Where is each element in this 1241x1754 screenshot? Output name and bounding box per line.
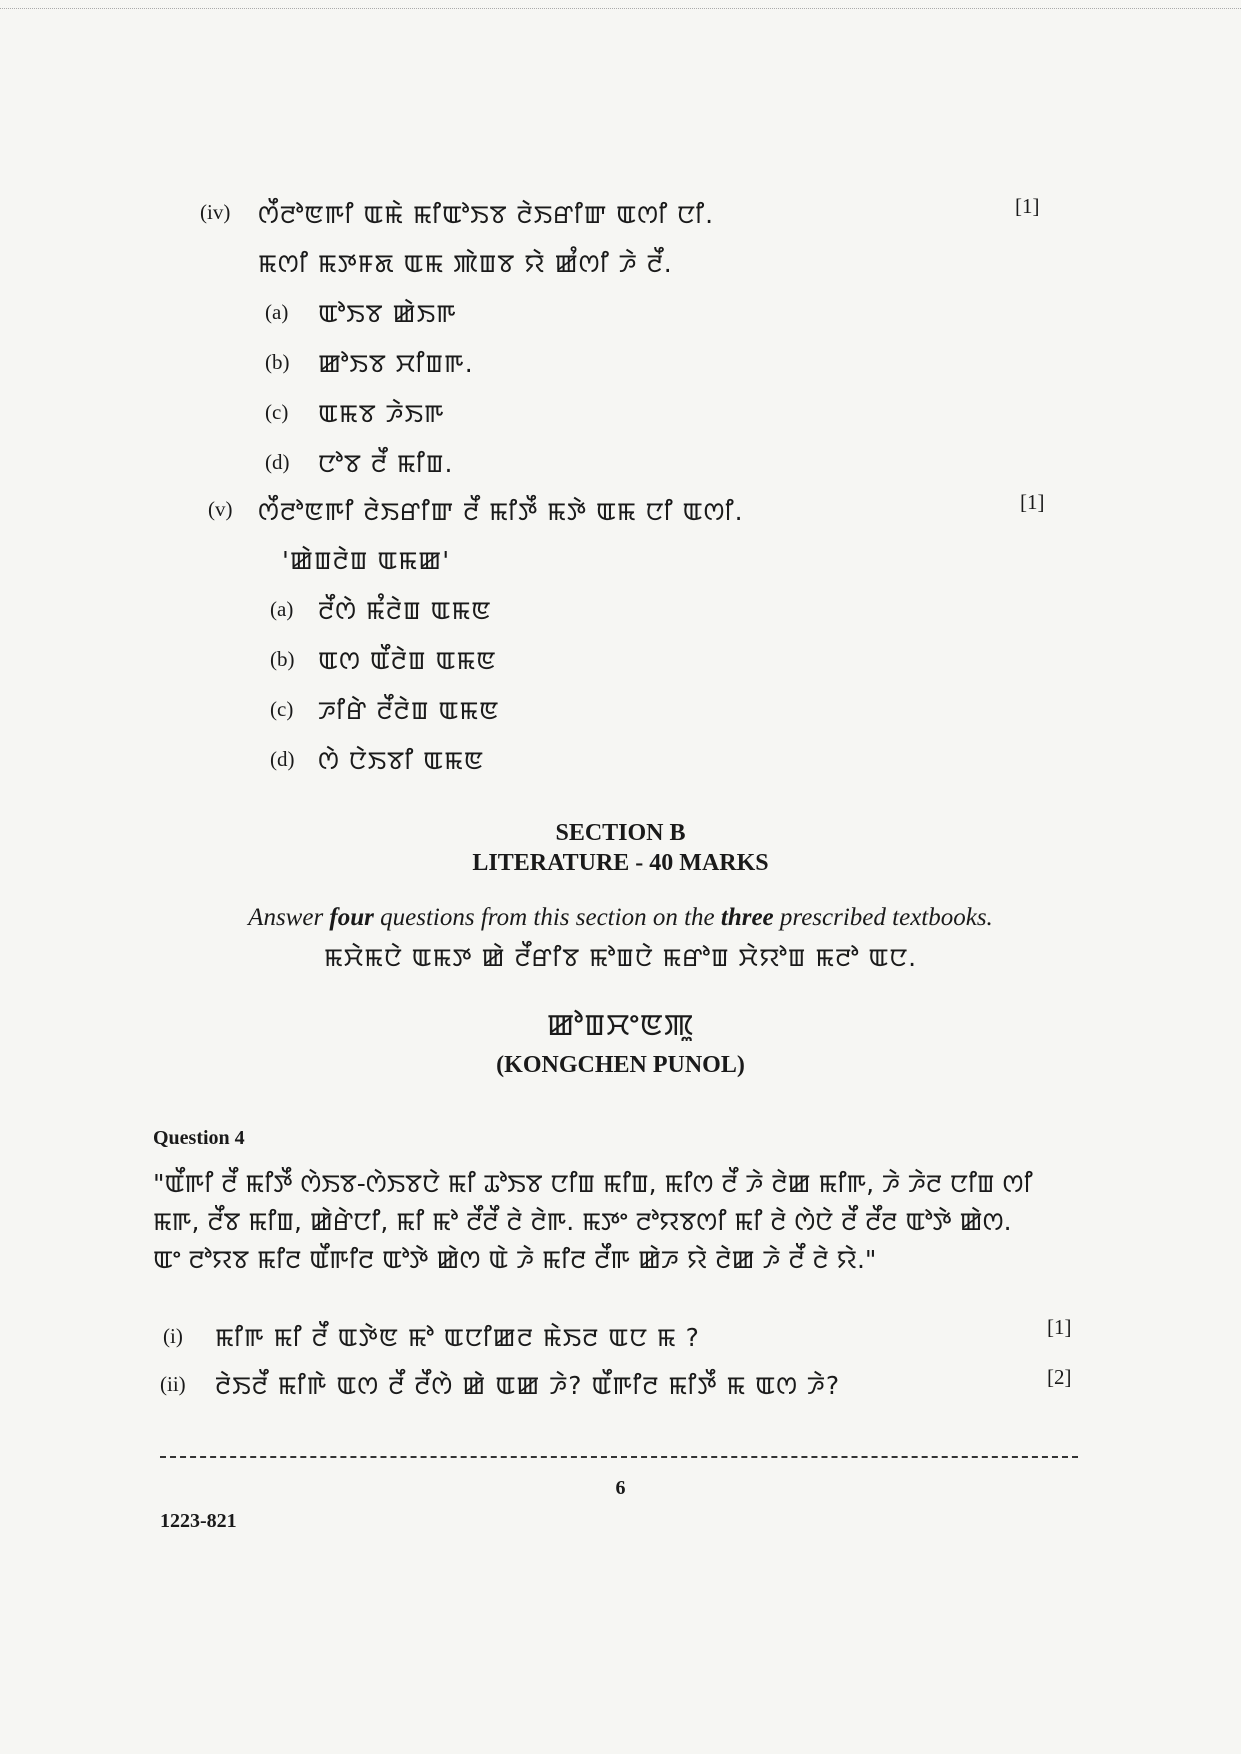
instr-mid: questions from this section on the xyxy=(373,904,721,931)
q-iv-marks: [1] xyxy=(1015,194,1040,218)
q-iv-option-c: ꯑꯃꯕ ꯍꯥꯏꯒ xyxy=(318,399,445,428)
book-title-script: ꯀꯣꯡꯆꯦꯟꯄꯨ xyxy=(546,1008,695,1043)
q-v-option-a: ꯂꯩꯁꯥ ꯃꯪꯂꯥꯡ ꯑꯃꯟ xyxy=(318,596,492,625)
q-v-line2: 'ꯀꯥꯡꯂꯥꯡ ꯑꯃꯀ' xyxy=(282,546,451,575)
q-v-option-c: ꯍꯤꯔꯥ ꯂꯩꯂꯥꯡ ꯑꯃꯟ xyxy=(318,696,500,725)
q-iv-number: (iv) xyxy=(200,200,231,224)
q-iv-option-b-letter: (b) xyxy=(265,350,290,374)
section-title: SECTION B xyxy=(555,820,686,846)
q-v-option-d: ꯁꯥ ꯅꯥꯏꯕꯤ ꯑꯃꯟ xyxy=(318,746,485,775)
q-v-marks: [1] xyxy=(1020,490,1045,514)
scan-top-edge xyxy=(0,0,1241,9)
section-instructions xyxy=(0,904,1241,932)
instr-bold-four: four xyxy=(329,904,374,931)
q4-i-marks: [1] xyxy=(1047,1315,1072,1339)
q-iv-option-a-letter: (a) xyxy=(265,300,289,324)
section-instructions-script: ꯃꯆꯥꯃꯅꯥ ꯑꯃꯇ ꯀꯥ ꯂꯩꯔꯤꯕ ꯃꯣꯡꯅꯥ ꯃꯔꯣꯡ ꯆꯥꯌꯣꯡ ꯃꯂꯣ ꯑꯅ. xyxy=(323,943,918,972)
q4-ii-marks: [2] xyxy=(1047,1365,1072,1389)
q4-ii-text: ꯂꯥꯏꯂꯩ ꯃꯤꯒꯥ ꯑꯁ ꯂꯩ ꯂꯩꯁꯥ ꯀꯥ ꯑꯀ ꯍꯥ? ꯑꯩꯒꯤꯂ ꯃꯤꯇꯩ ꯃ ꯑꯁ ꯍꯥ? xyxy=(215,1371,841,1400)
q-iv-option-d-letter: (d) xyxy=(265,450,290,474)
q-iv-line2: ꯃꯁꯤ ꯃꯇꯝꯗ ꯑꯃ ꯄꯥꯡꯕ ꯌꯥ ꯀꯪꯁꯤ ꯍꯥ ꯂꯩ. xyxy=(258,249,673,278)
instr-bold-three: three xyxy=(720,904,774,931)
q-iv-option-d: ꯅꯣꯕ ꯂꯩ ꯃꯤꯡ. xyxy=(318,449,454,478)
q-iv-option-c-letter: (c) xyxy=(265,400,289,424)
q-v-number: (v) xyxy=(208,497,233,521)
q-v-option-b: ꯑꯁ ꯑꯩꯂꯥꯡ ꯑꯃꯟ xyxy=(318,646,497,675)
page-number: 6 xyxy=(615,1477,626,1499)
q4-i-number: (i) xyxy=(163,1324,183,1348)
footer-divider xyxy=(160,1456,1078,1458)
q-v-line1: ꯁꯩꯂꯣꯟꯒꯤ ꯂꯥꯏꯔꯤꯛ ꯂꯩ ꯃꯤꯇꯩ ꯃꯇꯥ ꯑꯃ ꯅꯤ ꯑꯁꯤ. xyxy=(258,497,744,526)
q-v-option-d-letter: (d) xyxy=(270,747,295,771)
q4-ii-number: (ii) xyxy=(160,1372,186,1396)
book-title-roman: (KONGCHEN PUNOL) xyxy=(496,1052,745,1078)
q-iv-option-b: ꯀꯣꯏꯕ ꯆꯤꯡꯒ. xyxy=(318,349,474,378)
question-4-passage: "ꯑꯩꯒꯤ ꯂꯩ ꯃꯤꯇꯩ ꯁꯥꯏꯕ-ꯁꯥꯏꯕꯅꯥ ꯃꯤ ꯊꯣꯏꯕ ꯅꯤꯡ ꯃꯤꯡ, ꯃꯤꯁ ꯂꯩ ꯍꯥ ꯂꯥꯀ ꯃꯤꯒ, ꯍꯥ ꯍꯥꯂ ꯅꯤꯡ ꯁꯤ ꯃꯒ, ꯂꯩꯕ ꯃꯤꯡ, ꯀꯥꯔꯥꯅꯤ, ꯃꯤ ꯃꯣ ꯂꯩꯂꯩ ꯂꯥ ꯂꯥꯒ. ꯃꯇꯦ ꯂꯣꯌꯕꯁꯤ ꯃꯤ ꯂꯥ ꯁꯥꯅꯥ ꯂꯩ ꯂꯩꯂ ꯑꯣꯇꯥ ꯀꯥꯁ. ꯑꯦ ꯂꯣꯌꯕ ꯃꯤꯂ ꯑꯩꯒꯤꯂ ꯑꯣꯇꯥ ꯀꯥꯁ ꯑꯥ ꯍꯥ ꯃꯤꯂ ꯂꯩꯒ ꯀꯥꯍ ꯌꯥ ꯂꯥꯀ ꯍꯥ ꯂꯩ ꯂꯥ ꯌꯥ." xyxy=(153,1169,1033,1274)
q-v-option-b-letter: (b) xyxy=(270,647,295,671)
question-4-title: Question 4 xyxy=(153,1127,245,1149)
q4-i-text: ꯃꯤꯒ ꯃꯤ ꯂꯩ ꯑꯇꯥꯟ ꯃꯣ ꯑꯅꯤꯀꯂ ꯃꯥꯏꯂ ꯑꯅ ꯃ ? xyxy=(215,1323,700,1352)
section-subtitle: LITERATURE - 40 MARKS xyxy=(472,850,769,876)
instr-post: prescribed textbooks. xyxy=(773,904,993,931)
q-v-option-a-letter: (a) xyxy=(270,597,294,621)
q-iv-line1: ꯁꯩꯂꯣꯟꯒꯤ ꯑꯃꯥ ꯃꯤꯑꯣꯏꯕ ꯂꯥꯏꯔꯤꯛ ꯑꯁꯤ ꯅꯤ. xyxy=(258,200,715,229)
instr-pre: Answer xyxy=(248,904,330,931)
q-iv-option-a: ꯑꯣꯏꯕ ꯀꯥꯏꯒ xyxy=(318,299,457,328)
q-v-option-c-letter: (c) xyxy=(270,697,294,721)
paper-code: 1223-821 xyxy=(160,1510,237,1532)
